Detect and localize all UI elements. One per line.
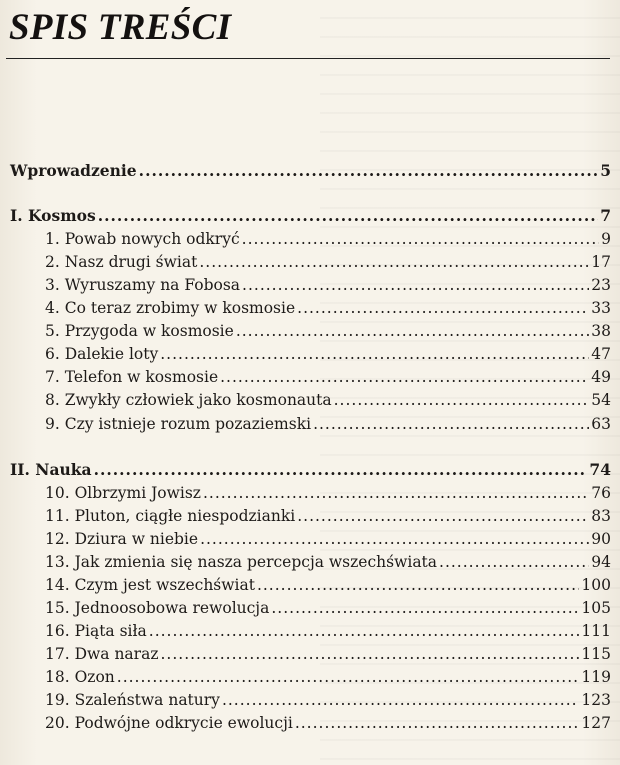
dot-leader [297,298,589,318]
toc-page-number: 119 [581,668,611,686]
toc-section-entry [10,206,611,226]
toc-entry-title: 3. Wyruszamy na Fobosa [45,276,241,294]
toc-entry-title: 8. Zwykły człowiek jako kosmonauta [45,391,332,409]
toc-chapter-entry [45,506,611,526]
toc-page-number: 38 [591,322,611,340]
toc-chapter-entry [45,229,611,249]
dot-leader [149,621,580,641]
dot-leader [242,229,599,249]
toc-chapter-entry [45,344,611,364]
dot-leader [439,552,589,572]
toc-entry-title: 2. Nasz drugi świat [45,253,198,271]
toc-entry-title: 14. Czym jest wszechświat [45,576,255,594]
toc-chapter-entry [45,529,611,549]
dot-leader [160,344,589,364]
toc-section-entry [10,161,611,181]
toc-chapter-entry [45,690,611,710]
toc-entry-title: 19. Szaleństwa natury [45,691,220,709]
toc-page-number: 90 [591,530,611,548]
dot-leader [203,483,589,503]
toc-page-number: 5 [600,161,611,180]
toc-entry-title: 17. Dwa naraz [45,645,159,663]
dot-leader [200,529,589,549]
toc-page-number: 123 [581,691,611,709]
dot-leader [242,275,589,295]
toc-entry-title: 1. Powab nowych odkryć [45,230,240,248]
toc-page-number: 115 [581,645,611,663]
toc-entry-title: 18. Ozon [45,668,115,686]
toc-page-number: 111 [581,622,611,640]
toc-section-entry [10,460,611,480]
toc-page-number: 49 [591,368,611,386]
toc-entry-title: 12. Dziura w niebie [45,530,199,548]
dot-leader [297,506,589,526]
toc-page-number: 17 [591,253,611,271]
toc-page-number: 54 [591,391,611,409]
dot-leader [139,161,599,181]
toc-entry-title: 15. Jednoosobowa rewolucja [45,599,270,617]
toc-page-number: 47 [591,345,611,363]
toc-chapter-entry [45,552,611,572]
toc-chapter-entry [45,298,611,318]
toc-entry-title: 5. Przygoda w kosmosie [45,322,234,340]
toc-chapter-entry [45,321,611,341]
toc-chapter-entry [45,252,611,272]
toc-chapter-entry [45,667,611,687]
dot-leader [94,460,588,480]
dot-leader [271,598,579,618]
toc-entry-title: 4. Co teraz zrobimy w kosmosie [45,299,296,317]
toc-entry-title: 6. Dalekie loty [45,345,159,363]
toc-entry-title: Wprowadzenie [10,161,137,180]
toc-chapter-entry [45,644,611,664]
dot-leader [236,321,589,341]
toc-page-number: 7 [600,206,611,225]
toc-page-number: 94 [591,553,611,571]
toc-chapter-entry [45,713,611,733]
toc-chapter-entry [45,483,611,503]
toc-page-number: 33 [591,299,611,317]
toc-chapter-entry [45,275,611,295]
toc-entry-title: 20. Podwójne odkrycie ewolucji [45,714,293,732]
toc-page-number: 83 [591,507,611,525]
dot-leader [222,690,579,710]
toc-entry-title: 16. Piąta siła [45,622,147,640]
dot-leader [199,252,589,272]
dot-leader [98,206,598,226]
toc-page-number: 74 [589,460,611,479]
toc-entry-title: 7. Telefon w kosmosie [45,368,219,386]
toc-entry-title: 10. Olbrzymi Jowisz [45,484,201,502]
page-title: SPIS TREŚCI [9,7,232,48]
toc-chapter-entry [45,367,611,387]
toc-entry-title: 9. Czy istnieje rozum pozaziemski [45,415,312,433]
toc-chapter-entry [45,390,611,410]
dot-leader [334,390,590,410]
dot-leader [295,713,580,733]
toc-chapter-entry [45,414,611,434]
toc-page-number: 105 [581,599,611,617]
dot-leader [220,367,589,387]
toc-chapter-entry [45,598,611,618]
toc-chapter-entry [45,621,611,641]
toc-page-number: 100 [581,576,611,594]
toc-entry-title: 13. Jak zmienia się nasza percepcja wszechświata [45,553,438,571]
dot-leader [160,644,579,664]
dot-leader [257,575,579,595]
toc-page-number: 127 [581,714,611,732]
toc-page-number: 76 [591,484,611,502]
dot-leader [313,414,589,434]
toc-chapter-entry [45,575,611,595]
toc-entry-title: 11. Pluton, ciągłe niespodzianki [45,507,296,525]
toc-entry-title: I. Kosmos [10,206,96,225]
title-rule [6,58,610,59]
dot-leader [117,667,580,687]
toc-page-number: 9 [601,230,611,248]
toc-page-number: 63 [591,415,611,433]
toc-page-number: 23 [591,276,611,294]
toc-entry-title: II. Nauka [10,460,92,479]
